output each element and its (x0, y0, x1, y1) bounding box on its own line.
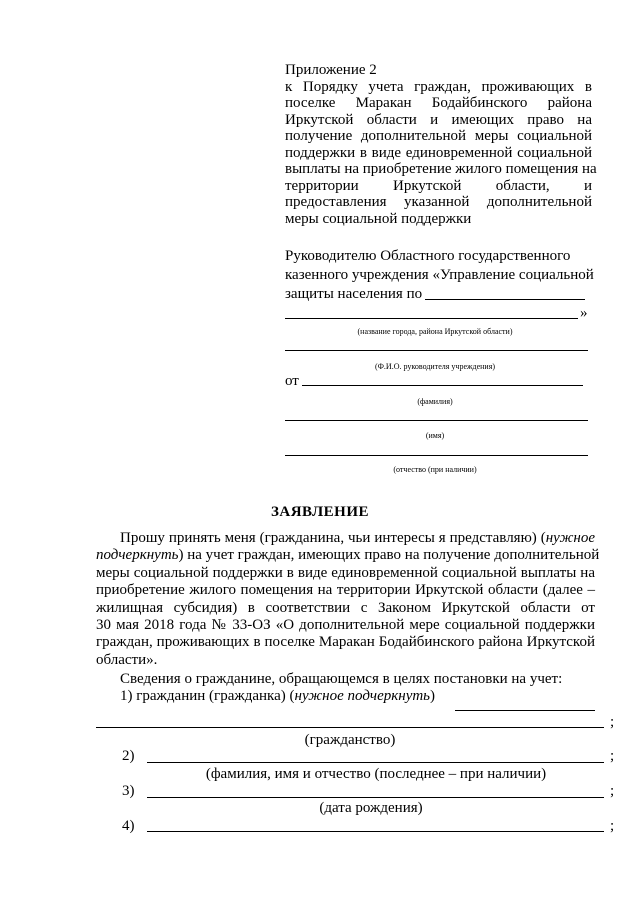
document-title: ЗАЯВЛЕНИЕ (270, 504, 370, 520)
appendix-line: Иркутской области и имеющих право на (285, 111, 592, 128)
appendix-line: Приложение 2 (285, 62, 377, 78)
appendix-line: меры социальной поддержки (285, 210, 472, 227)
caption-city: (название города, района Иркутской области) (357, 327, 513, 336)
appendix-line: поселке Маракан Бодайбинского района (285, 95, 592, 111)
addressee-line-2: казенного учреждения «Управление социальной (285, 267, 594, 283)
head-fill-line[interactable] (285, 350, 588, 351)
from-label: от (285, 373, 299, 389)
caption-name: (имя) (425, 431, 445, 440)
addressee-line-1: Руководителю Областного государственного (285, 248, 571, 264)
info-intro: Сведения о гражданине, обращающемся в целях постановки на учет: (120, 671, 563, 687)
addressee-line-3: защиты населения по (285, 286, 423, 302)
caption-citizenship: (гражданство) (304, 732, 396, 748)
item-2: 2) (122, 748, 135, 764)
closing-quote: » (580, 305, 588, 321)
fio-fill-line[interactable] (147, 762, 604, 763)
caption-fio: (фамилия, имя и отчество (последнее – при наличии) (205, 766, 547, 782)
caption-patronymic: (отчество (при наличии) (393, 465, 477, 474)
name-fill-line[interactable] (285, 420, 588, 421)
appendix-line: поддержки в виде единовременной социальной (285, 144, 592, 161)
semicolon: ; (610, 783, 615, 799)
statement (96, 530, 600, 669)
statement-line: подчеркнуть) на учет граждан, имеющих право на получение дополнительной (96, 547, 600, 564)
item-4: 4) (122, 818, 135, 834)
statement-line: меры социальной поддержки в виде единовременной социальной выплаты на (96, 564, 595, 581)
city-fill-line-2[interactable] (285, 318, 578, 319)
item-3: 3) (122, 783, 135, 799)
appendix-line: к Порядку учета граждан, проживающих в (285, 78, 592, 95)
birth-fill-line[interactable] (147, 797, 604, 798)
statement-line: области». (96, 651, 158, 668)
statement-line: 30 мая 2018 года № 33-ОЗ «О дополнительной мере социальной поддержки (96, 616, 595, 633)
patronymic-fill-line[interactable] (285, 455, 588, 456)
citizenship-fill-line-2[interactable] (96, 727, 604, 728)
statement-line: Прошу принять меня (гражданина, чьи интересы я представляю) (нужное (120, 530, 595, 546)
city-fill-line[interactable] (425, 299, 585, 300)
semicolon: ; (610, 714, 615, 730)
appendix-line: предоставления указанной дополнительной (285, 194, 592, 210)
appendix-block (285, 62, 597, 227)
statement-line: жилищная субсидия) в соответствии с Законом Иркутской области от (96, 599, 595, 616)
item4-fill-line[interactable] (147, 831, 604, 832)
statement-line: граждан, проживающих в поселке Маракан Бодайбинского района Иркутской (96, 634, 595, 651)
item-1: 1) гражданин (гражданка) (нужное подчеркнуть) (120, 688, 436, 704)
semicolon: ; (610, 818, 615, 834)
caption-head: (Ф.И.О. руководителя учреждения) (374, 362, 496, 371)
caption-birth: (дата рождения) (319, 800, 423, 816)
semicolon: ; (610, 748, 615, 764)
appendix-line: выплаты на приобретение жилого помещения на (285, 161, 597, 177)
surname-fill-line[interactable] (302, 385, 583, 386)
appendix-line: получение дополнительной меры социальной (285, 128, 592, 144)
citizenship-fill-line-1[interactable] (455, 710, 595, 711)
appendix-line: территории Иркутской области, и (285, 177, 592, 194)
caption-surname: (фамилия) (417, 397, 453, 406)
statement-line: приобретение жилого помещения на территории Иркутской области (далее – (96, 582, 595, 599)
